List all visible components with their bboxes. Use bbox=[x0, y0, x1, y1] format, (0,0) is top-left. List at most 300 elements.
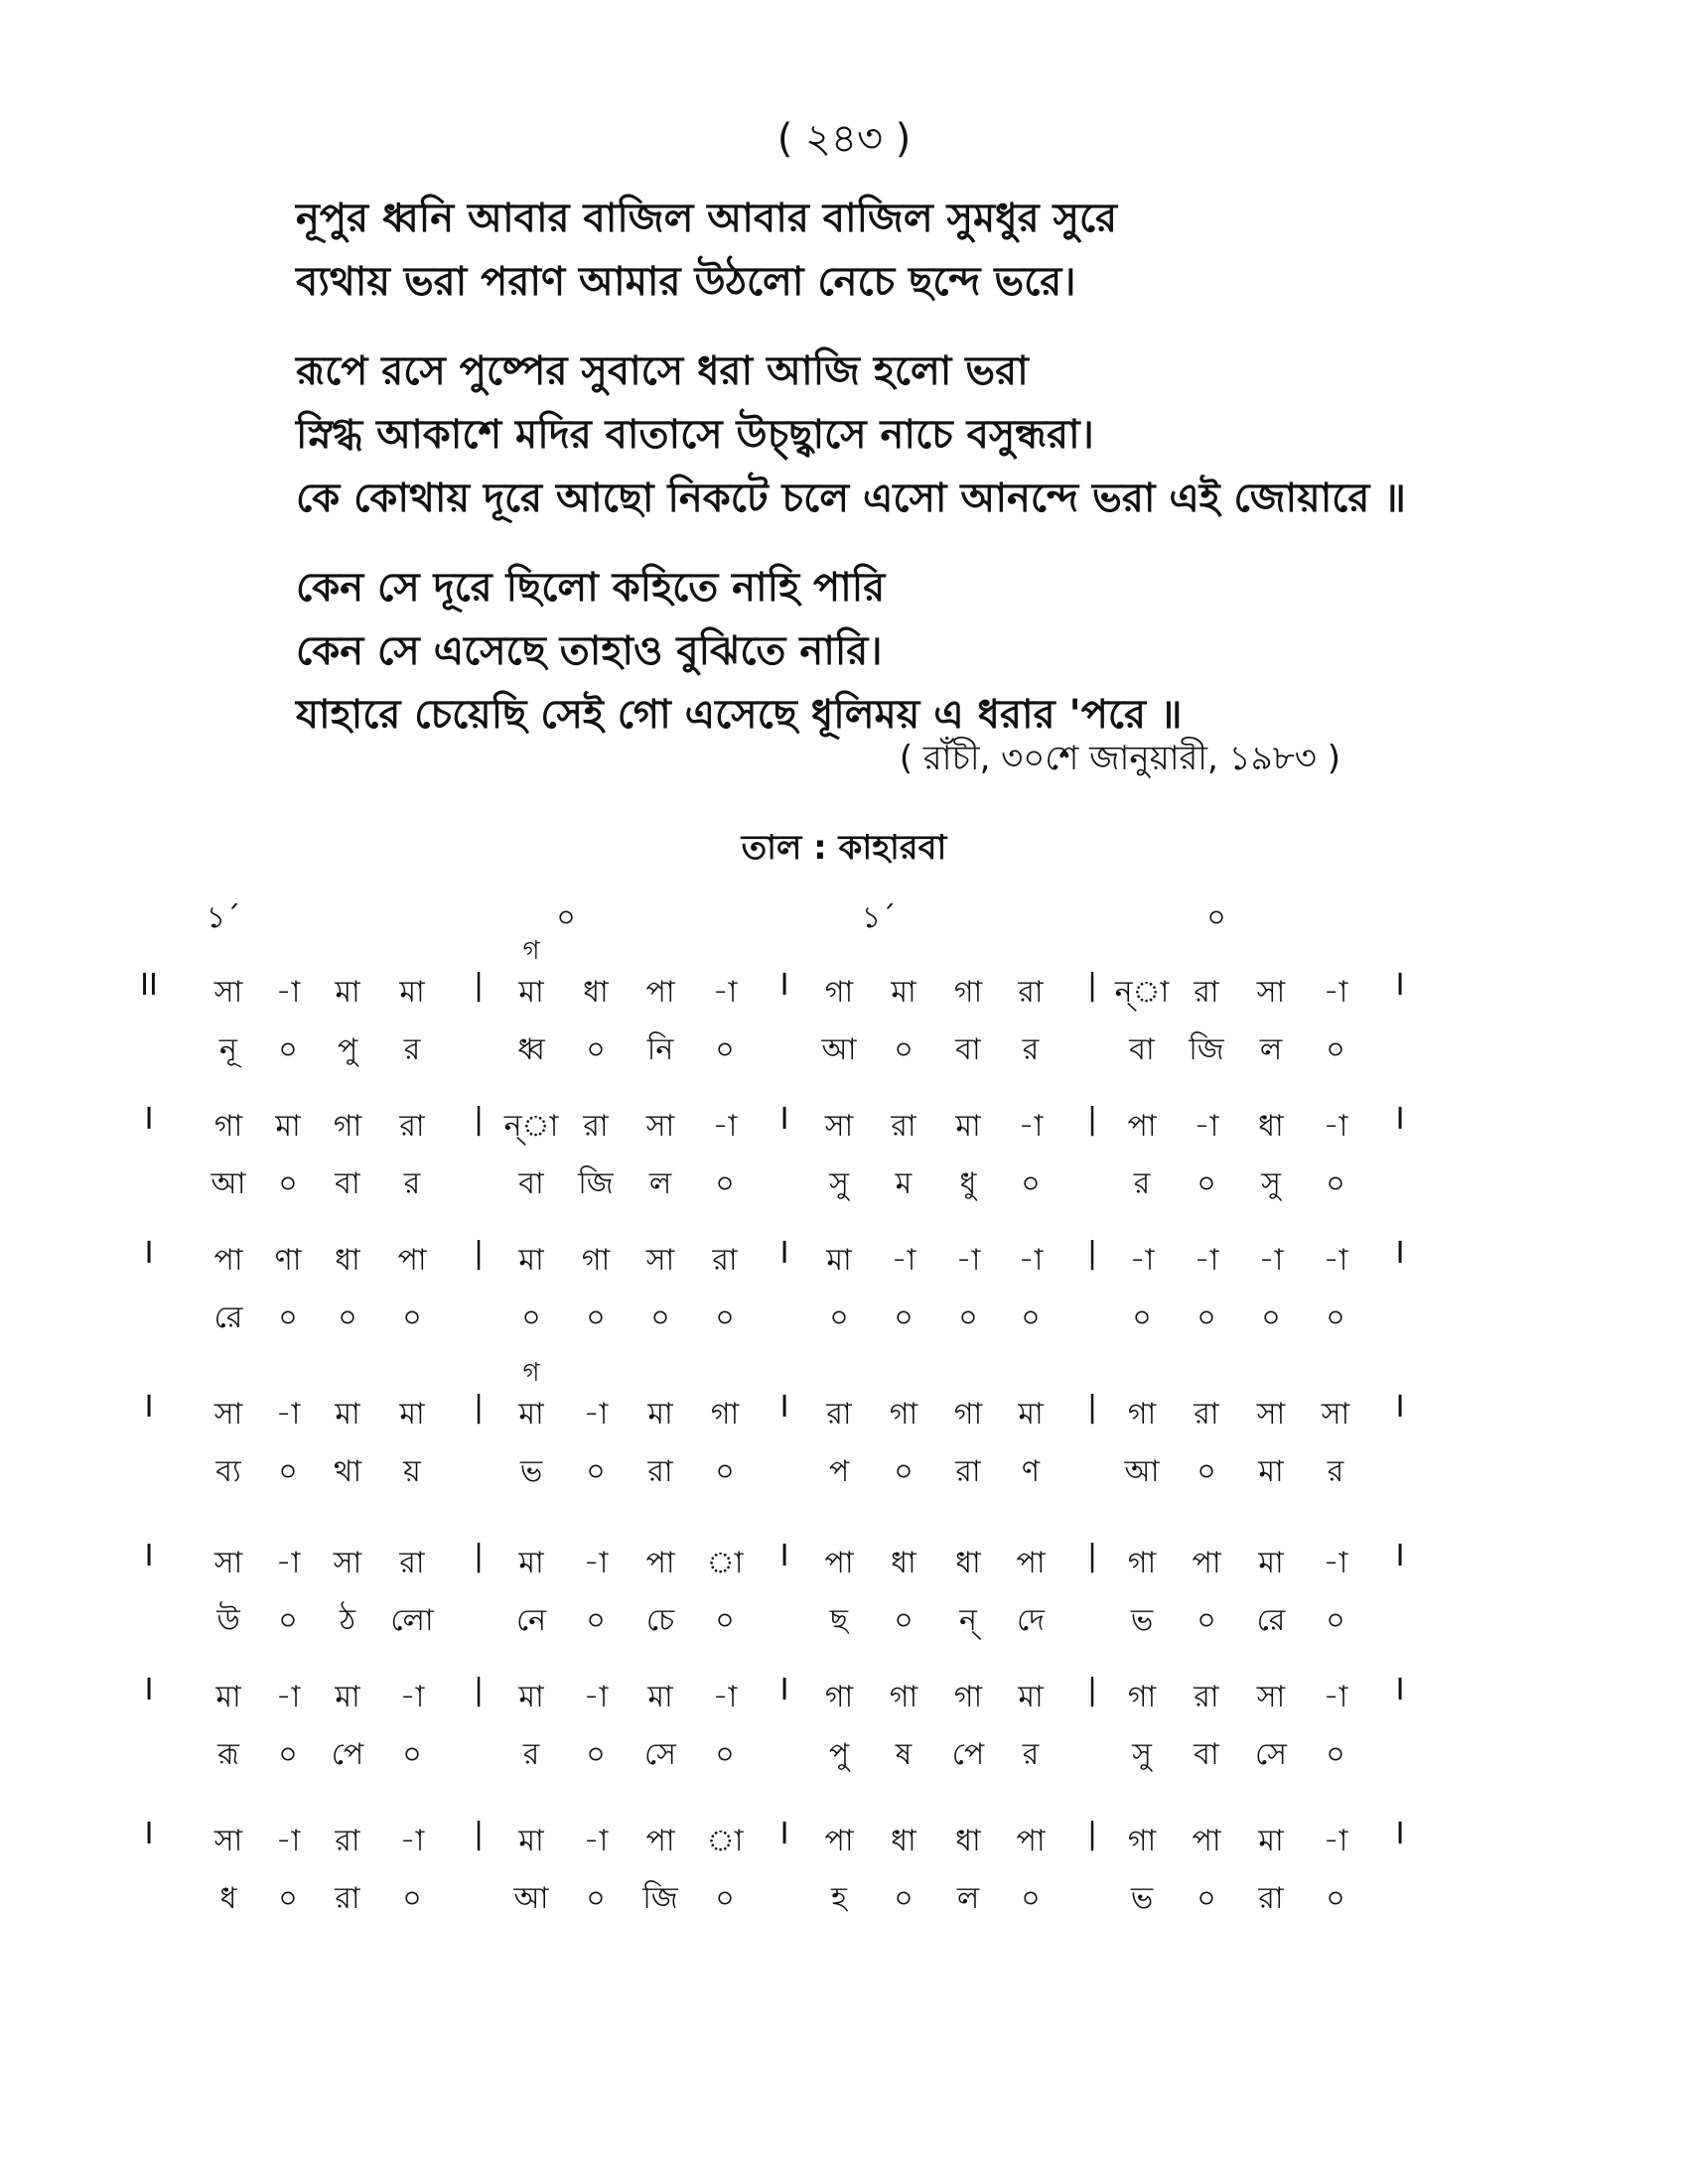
swara-note: গা bbox=[333, 1109, 362, 1144]
swara-line bbox=[139, 1817, 1549, 1861]
swara-note: মা bbox=[399, 975, 425, 1010]
lyric-syllable: রা bbox=[647, 1454, 673, 1489]
swara-note: পা bbox=[1192, 1546, 1221, 1580]
stanza bbox=[296, 340, 1537, 530]
lyric-syllable: সে bbox=[1255, 1737, 1287, 1772]
swara-note: -া bbox=[1323, 975, 1348, 1010]
swara-note: মা bbox=[335, 1397, 360, 1432]
swara-note: সা bbox=[645, 1243, 675, 1278]
lyric-syllable: ০ bbox=[1326, 1603, 1345, 1638]
lyric-syllable: রূ bbox=[217, 1737, 239, 1772]
lyric-syllable: নে bbox=[515, 1603, 547, 1638]
swara-note: গা bbox=[824, 975, 854, 1010]
lyric-syllable: ০ bbox=[894, 1454, 914, 1489]
lyric-syllable: আ bbox=[211, 1166, 246, 1201]
swara-note: | bbox=[473, 1102, 485, 1137]
swara-note: সা bbox=[1256, 1680, 1286, 1714]
swara-note: গা bbox=[889, 1397, 918, 1432]
lyric-syllable: ম bbox=[895, 1166, 913, 1201]
swara-note: মা bbox=[891, 975, 916, 1010]
swara-note: -া bbox=[1323, 1109, 1348, 1144]
lyric-syllable: নূ bbox=[219, 1032, 237, 1067]
swara-note: -া bbox=[712, 1109, 738, 1144]
swara-note: | bbox=[1086, 1102, 1098, 1137]
bar-start: II bbox=[140, 968, 158, 1003]
swara-note: রা bbox=[1194, 1397, 1219, 1432]
swara-line bbox=[139, 1539, 1549, 1583]
lyric-syllable: বা bbox=[955, 1032, 981, 1067]
lyric-syllable: ০ bbox=[715, 1032, 735, 1067]
lyric-syllable: রে bbox=[213, 1300, 243, 1335]
lyric-syllable: নি bbox=[646, 1032, 674, 1067]
lyric-syllable: ষ bbox=[895, 1737, 913, 1772]
lyric-syllable: ০ bbox=[1196, 1881, 1216, 1916]
swara-note: | bbox=[473, 1817, 485, 1851]
swara-note: মা bbox=[518, 1546, 544, 1580]
lyric-syllable: হ bbox=[831, 1881, 847, 1916]
swara-note: রা bbox=[399, 1546, 425, 1580]
lyric-syllable: রে bbox=[1256, 1603, 1286, 1638]
lyric-syllable: ০ bbox=[521, 1300, 541, 1335]
swara-note: ধা bbox=[955, 1824, 981, 1858]
swara-note: মা bbox=[518, 1397, 544, 1432]
swara-note: | bbox=[1086, 1673, 1098, 1707]
swara-note: -া bbox=[1258, 1243, 1284, 1278]
lyric-syllable: জি bbox=[578, 1166, 614, 1201]
swara-note: -া bbox=[1194, 1243, 1219, 1278]
lyric-syllable: পে bbox=[951, 1737, 985, 1772]
lyric-syllable: ০ bbox=[278, 1881, 298, 1916]
swara-note: মা bbox=[647, 1680, 673, 1714]
tala-mark: ০ bbox=[556, 900, 576, 935]
swara-note: রা bbox=[1018, 975, 1044, 1010]
swara-note: রা bbox=[1194, 1680, 1219, 1714]
notation-row bbox=[139, 1673, 1549, 1782]
swara-note: পা bbox=[1127, 1109, 1157, 1144]
lyric-syllable: ০ bbox=[894, 1300, 914, 1335]
swara-note: পা bbox=[824, 1824, 854, 1858]
lyric-syllable: ০ bbox=[586, 1454, 606, 1489]
swara-note: I bbox=[779, 1236, 789, 1271]
swara-note: -া bbox=[583, 1824, 609, 1858]
lyric-line: রূপে রসে পুষ্পের সুবাসে ধরা আজি হলো ভরা bbox=[296, 348, 1029, 394]
lyric-syllable: ধু bbox=[959, 1166, 977, 1201]
lyric-syllable: ০ bbox=[586, 1737, 606, 1772]
stanza bbox=[296, 187, 1537, 314]
lyric-syllable: ধ bbox=[219, 1881, 237, 1916]
lyric-syllable: ০ bbox=[1021, 1300, 1041, 1335]
lyric-syllable: ০ bbox=[1326, 1032, 1345, 1067]
lyric-syllable: ০ bbox=[715, 1737, 735, 1772]
notation-row bbox=[139, 936, 1549, 1077]
swara-note: I bbox=[779, 968, 789, 1003]
swara-note: মা bbox=[399, 1397, 425, 1432]
lyric-line: কেন সে দূরে ছিলো কহিতে নাহি পারি bbox=[296, 565, 886, 611]
lyric-syllable: ০ bbox=[586, 1881, 606, 1916]
bar-start: I bbox=[144, 1539, 154, 1573]
bar-end: I bbox=[1395, 1539, 1405, 1573]
lyric-syllable: ০ bbox=[715, 1881, 735, 1916]
lyric-syllable: র bbox=[403, 1032, 421, 1067]
lyric-syllable: র bbox=[522, 1737, 540, 1772]
lyric-syllable: ল bbox=[956, 1881, 980, 1916]
swara-note: পা bbox=[213, 1243, 243, 1278]
grace-note: গ bbox=[522, 1358, 540, 1388]
lyric-syllable: ০ bbox=[278, 1454, 298, 1489]
grace-note: গ bbox=[522, 936, 540, 966]
lyric-line: কে কোথায় দূরে আছো নিকটে চলে এসো আনন্দে ভরা এই জোয়ারে ॥ bbox=[296, 476, 1406, 521]
lyrics bbox=[296, 187, 1537, 772]
swara-note: রা bbox=[891, 1109, 916, 1144]
swara-note: -া bbox=[955, 1243, 981, 1278]
swara-note: গা bbox=[1127, 1824, 1157, 1858]
lyric-syllable: পে bbox=[331, 1737, 364, 1772]
swara-note: মা bbox=[518, 1243, 544, 1278]
lyric-syllable: ০ bbox=[402, 1300, 422, 1335]
swara-note: | bbox=[473, 1539, 485, 1573]
lyric-syllable: ০ bbox=[338, 1300, 357, 1335]
swara-note: পা bbox=[1192, 1824, 1221, 1858]
swara-note: গা bbox=[213, 1109, 243, 1144]
swara-note: া bbox=[706, 1546, 744, 1580]
lyric-line: স্নিগ্ধ আকাশে মদির বাতাসে উচ্ছ্বাসে নাচে বসুন্ধরা। bbox=[296, 412, 1094, 458]
swara-note: পা bbox=[645, 1824, 675, 1858]
swara-note: -া bbox=[583, 1546, 609, 1580]
swara-note: গা bbox=[953, 975, 983, 1010]
lyric-syllable: ০ bbox=[402, 1737, 422, 1772]
swara-note: গা bbox=[889, 1680, 918, 1714]
notation-row bbox=[139, 1102, 1549, 1211]
bar-start: I bbox=[144, 1102, 154, 1137]
lyric-syllable: ভ bbox=[519, 1454, 543, 1489]
swara-note: | bbox=[1086, 1236, 1098, 1271]
lyric-syllable: সু bbox=[1132, 1737, 1152, 1772]
lyric-syllable: র bbox=[403, 1166, 421, 1201]
lyric-line: যাহারে চেয়েছি সেই গো এসেছে ধূলিময় এ ধরার 'পরে ॥ bbox=[296, 692, 1183, 738]
lyric-syllable: ণ bbox=[1021, 1454, 1041, 1489]
lyric-syllable: ০ bbox=[1196, 1454, 1216, 1489]
swara-note: সা bbox=[213, 1824, 243, 1858]
lyric-syllable: ০ bbox=[278, 1300, 298, 1335]
swara-note: গা bbox=[710, 1397, 740, 1432]
swara-note: মা bbox=[1258, 1824, 1284, 1858]
swara-line bbox=[139, 1236, 1549, 1281]
swara-note: -া bbox=[1323, 1546, 1348, 1580]
lyric-syllable: পু bbox=[828, 1737, 850, 1772]
swara-note: | bbox=[473, 1236, 485, 1271]
lyric-syllable: লো bbox=[390, 1603, 434, 1638]
stanza bbox=[296, 556, 1537, 747]
bar-end: I bbox=[1395, 968, 1405, 1003]
lyric-syllable: বা bbox=[518, 1166, 544, 1201]
swara-note: সা bbox=[1256, 975, 1286, 1010]
swara-note: -া bbox=[1323, 1243, 1348, 1278]
lyric-syllable: ০ bbox=[1196, 1300, 1216, 1335]
swara-note: -া bbox=[583, 1397, 609, 1432]
lyric-syllable: বা bbox=[1129, 1032, 1155, 1067]
lyric-syllable: ন্ bbox=[959, 1603, 977, 1638]
swara-note: -া bbox=[1323, 1680, 1348, 1714]
tala-mark: ১´ bbox=[206, 900, 241, 935]
lyric-syllable: ০ bbox=[1326, 1881, 1345, 1916]
swara-note: | bbox=[1086, 1390, 1098, 1425]
swara-note: ধা bbox=[891, 1824, 916, 1858]
syllable-line bbox=[139, 1025, 1549, 1070]
lyric-syllable: র bbox=[1022, 1032, 1040, 1067]
swara-note: I bbox=[779, 1539, 789, 1573]
swara-note: গা bbox=[1127, 1546, 1157, 1580]
swara-note: সা bbox=[1321, 1397, 1350, 1432]
lyric-syllable: ০ bbox=[715, 1603, 735, 1638]
syllable-line bbox=[139, 1730, 1549, 1775]
bar-start: I bbox=[144, 1236, 154, 1271]
swara-note: রা bbox=[399, 1109, 425, 1144]
lyric-syllable: দে bbox=[1017, 1603, 1045, 1638]
lyric-syllable: রা bbox=[1258, 1881, 1284, 1916]
notation-row bbox=[139, 1236, 1549, 1345]
swara-note: মা bbox=[518, 1680, 544, 1714]
notation-row bbox=[139, 1539, 1549, 1648]
swara-note: -া bbox=[891, 1243, 916, 1278]
swara-note: I bbox=[779, 1673, 789, 1707]
bar-end: I bbox=[1395, 1673, 1405, 1707]
lyric-syllable: উ bbox=[216, 1603, 240, 1638]
lyric-syllable: চে bbox=[645, 1603, 675, 1638]
lyric-syllable: সু bbox=[829, 1166, 849, 1201]
swara-note: -া bbox=[1194, 1109, 1219, 1144]
lyric-syllable: ০ bbox=[1132, 1300, 1152, 1335]
swara-note: ধা bbox=[891, 1546, 916, 1580]
swara-note: | bbox=[473, 1673, 485, 1707]
syllable-line bbox=[139, 1160, 1549, 1204]
swara-line bbox=[139, 1673, 1549, 1717]
swara-note: মা bbox=[518, 975, 544, 1010]
swara-note: -া bbox=[275, 1680, 301, 1714]
notation-row bbox=[139, 1817, 1549, 1926]
swara-note: -া bbox=[1323, 1824, 1348, 1858]
lyric-syllable: ০ bbox=[894, 1603, 914, 1638]
swara-note: -া bbox=[275, 1546, 301, 1580]
swara-note: | bbox=[1086, 1817, 1098, 1851]
bar-start: I bbox=[144, 1673, 154, 1707]
swara-note: া bbox=[706, 1824, 744, 1858]
swara-note: সা bbox=[1256, 1397, 1286, 1432]
lyric-syllable: বা bbox=[335, 1166, 360, 1201]
tala-mark: ১´ bbox=[861, 900, 897, 935]
bar-end: I bbox=[1395, 1236, 1405, 1271]
swara-note: ন্‌া bbox=[1114, 975, 1170, 1010]
lyric-line: কেন সে এসেছে তাহাও বুঝিতে নারি। bbox=[296, 628, 883, 674]
swara-note: মা bbox=[518, 1824, 544, 1858]
lyric-syllable: ০ bbox=[894, 1032, 914, 1067]
lyric-syllable: ০ bbox=[1326, 1300, 1345, 1335]
lyric-syllable: ০ bbox=[715, 1454, 735, 1489]
lyric-syllable: ০ bbox=[1196, 1166, 1216, 1201]
lyric-syllable: ০ bbox=[1261, 1300, 1281, 1335]
lyric-syllable: সু bbox=[1261, 1166, 1281, 1201]
lyric-syllable: রা bbox=[955, 1454, 981, 1489]
swara-note: পা bbox=[824, 1546, 854, 1580]
tala-mark: ০ bbox=[1206, 900, 1226, 935]
syllable-line bbox=[139, 1447, 1549, 1492]
bar-end: I bbox=[1395, 1390, 1405, 1425]
lyric-line: নূপুর ধ্বনি আবার বাজিল আবার বাজিল সুমধুর সুরে bbox=[296, 196, 1118, 241]
lyric-line: ব্যথায় ভরা পরাণ আমার উঠলো নেচে ছন্দে ভরে। bbox=[296, 259, 1076, 305]
swara-note: মা bbox=[215, 1680, 241, 1714]
swara-note: পা bbox=[645, 1546, 675, 1580]
bar-start: I bbox=[144, 1390, 154, 1425]
lyric-syllable: ০ bbox=[586, 1603, 606, 1638]
lyric-syllable: ০ bbox=[1326, 1166, 1345, 1201]
lyric-syllable: ০ bbox=[894, 1881, 914, 1916]
swara-note: মা bbox=[955, 1109, 981, 1144]
lyric-syllable: পু bbox=[337, 1032, 358, 1067]
swara-note: ধা bbox=[583, 975, 609, 1010]
tala-marks bbox=[139, 893, 1549, 933]
swara-note: -া bbox=[1018, 1243, 1044, 1278]
lyric-syllable: ০ bbox=[650, 1300, 670, 1335]
lyric-syllable: য় bbox=[403, 1454, 421, 1489]
swara-note: -া bbox=[399, 1824, 425, 1858]
lyric-syllable: জি bbox=[642, 1881, 678, 1916]
swara-note: গা bbox=[953, 1397, 983, 1432]
syllable-line bbox=[139, 1596, 1549, 1641]
lyric-syllable: ০ bbox=[278, 1166, 298, 1201]
lyric-syllable: ল bbox=[648, 1166, 672, 1201]
syllable-line bbox=[139, 1294, 1549, 1338]
swara-note: -া bbox=[399, 1680, 425, 1714]
lyric-syllable: ০ bbox=[715, 1300, 735, 1335]
page-number: ( ২৪৩ ) bbox=[776, 116, 912, 162]
lyric-syllable: প bbox=[828, 1454, 850, 1489]
swara-note: পা bbox=[1016, 1824, 1046, 1858]
swara-note: -া bbox=[1018, 1109, 1044, 1144]
lyric-syllable: ০ bbox=[1326, 1737, 1345, 1772]
swara-note: গা bbox=[581, 1243, 611, 1278]
taal-title: তাল : কাহারবা bbox=[741, 828, 947, 868]
swara-note: -া bbox=[1129, 1243, 1155, 1278]
swara-note: পা bbox=[397, 1243, 427, 1278]
lyric-syllable: ০ bbox=[586, 1300, 606, 1335]
swara-note: মা bbox=[1258, 1546, 1284, 1580]
lyric-syllable: জি bbox=[1189, 1032, 1224, 1067]
swara-note: ন্‌া bbox=[503, 1109, 559, 1144]
lyric-syllable: ভ bbox=[1130, 1603, 1154, 1638]
swara-note: রা bbox=[826, 1397, 852, 1432]
swara-note: মা bbox=[335, 975, 360, 1010]
swara-note: | bbox=[473, 968, 485, 1003]
lyric-syllable: র bbox=[1133, 1166, 1151, 1201]
swara-note: মা bbox=[1018, 1397, 1044, 1432]
lyric-syllable: ০ bbox=[278, 1603, 298, 1638]
lyric-syllable: ল bbox=[1259, 1032, 1283, 1067]
lyric-syllable: ০ bbox=[278, 1032, 298, 1067]
lyric-syllable: ধ্ব bbox=[517, 1032, 545, 1067]
lyric-syllable: মা bbox=[1258, 1454, 1284, 1489]
bar-start: I bbox=[144, 1817, 154, 1851]
swara-line bbox=[139, 1102, 1549, 1147]
swara-line bbox=[139, 936, 1549, 1013]
swara-note: ধা bbox=[955, 1546, 981, 1580]
swara-note: মা bbox=[1018, 1680, 1044, 1714]
swara-note: রা bbox=[712, 1243, 738, 1278]
swara-note: মা bbox=[826, 1243, 852, 1278]
swara-note: I bbox=[779, 1102, 789, 1137]
swara-note: সা bbox=[213, 975, 243, 1010]
swara-note: -া bbox=[583, 1680, 609, 1714]
lyric-syllable: আ bbox=[821, 1032, 857, 1067]
swara-note: ণা bbox=[274, 1243, 302, 1278]
swara-note: পা bbox=[1016, 1546, 1046, 1580]
swara-note: -া bbox=[275, 975, 301, 1010]
swara-note: পা bbox=[645, 975, 675, 1010]
lyric-syllable: রা bbox=[335, 1881, 360, 1916]
lyric-syllable: র bbox=[1022, 1737, 1040, 1772]
swara-note: গা bbox=[953, 1680, 983, 1714]
composition-date: ( রাঁচী, ৩০শে জানুয়ারী, ১৯৮৩ ) bbox=[899, 739, 1340, 778]
swara-note: I bbox=[779, 1817, 789, 1851]
lyric-syllable: ০ bbox=[958, 1300, 978, 1335]
swara-note: -া bbox=[712, 975, 738, 1010]
swara-note: ধা bbox=[335, 1243, 360, 1278]
lyric-syllable: ০ bbox=[829, 1300, 849, 1335]
lyric-syllable: সে bbox=[644, 1737, 676, 1772]
lyric-syllable: ব্য bbox=[215, 1454, 241, 1489]
swara-note: গা bbox=[824, 1680, 854, 1714]
notation-row bbox=[139, 1358, 1549, 1499]
swara-note: সা bbox=[645, 1109, 675, 1144]
lyric-syllable: ০ bbox=[278, 1737, 298, 1772]
swara-line bbox=[139, 1358, 1549, 1434]
swara-note: ধা bbox=[1258, 1109, 1284, 1144]
swara-note: রা bbox=[583, 1109, 609, 1144]
swara-note: | bbox=[1086, 968, 1098, 1003]
lyric-syllable: ০ bbox=[1196, 1603, 1216, 1638]
swara-note: I bbox=[779, 1390, 789, 1425]
swara-note: গা bbox=[1127, 1680, 1157, 1714]
lyric-syllable: বা bbox=[1194, 1737, 1219, 1772]
lyric-syllable: ০ bbox=[1021, 1166, 1041, 1201]
lyric-syllable: ০ bbox=[1021, 1881, 1041, 1916]
swara-note: | bbox=[1086, 1539, 1098, 1573]
lyric-syllable: ০ bbox=[715, 1166, 735, 1201]
swara-note: মা bbox=[647, 1397, 673, 1432]
swara-note: সা bbox=[333, 1546, 362, 1580]
swara-note: সা bbox=[213, 1546, 243, 1580]
lyric-syllable: র bbox=[1327, 1454, 1344, 1489]
swara-note: রা bbox=[1194, 975, 1219, 1010]
swara-note: সা bbox=[824, 1109, 854, 1144]
lyric-syllable: ০ bbox=[586, 1032, 606, 1067]
swara-note: | bbox=[473, 1390, 485, 1425]
lyric-syllable: থা bbox=[333, 1454, 362, 1489]
lyric-syllable: ছ bbox=[829, 1603, 849, 1638]
swara-note: সা bbox=[213, 1397, 243, 1432]
lyric-syllable: আ bbox=[513, 1881, 549, 1916]
bar-end: I bbox=[1395, 1102, 1405, 1137]
swara-note: মা bbox=[335, 1680, 360, 1714]
swara-note: -া bbox=[712, 1680, 738, 1714]
bar-end: I bbox=[1395, 1817, 1405, 1851]
swara-note: মা bbox=[275, 1109, 301, 1144]
lyric-syllable: ভ bbox=[1130, 1881, 1154, 1916]
swara-note: গা bbox=[1127, 1397, 1157, 1432]
syllable-line bbox=[139, 1874, 1549, 1919]
lyric-syllable: আ bbox=[1124, 1454, 1160, 1489]
lyric-syllable: ০ bbox=[402, 1881, 422, 1916]
lyric-syllable: ঠ bbox=[339, 1603, 356, 1638]
swara-note: -া bbox=[275, 1397, 301, 1432]
